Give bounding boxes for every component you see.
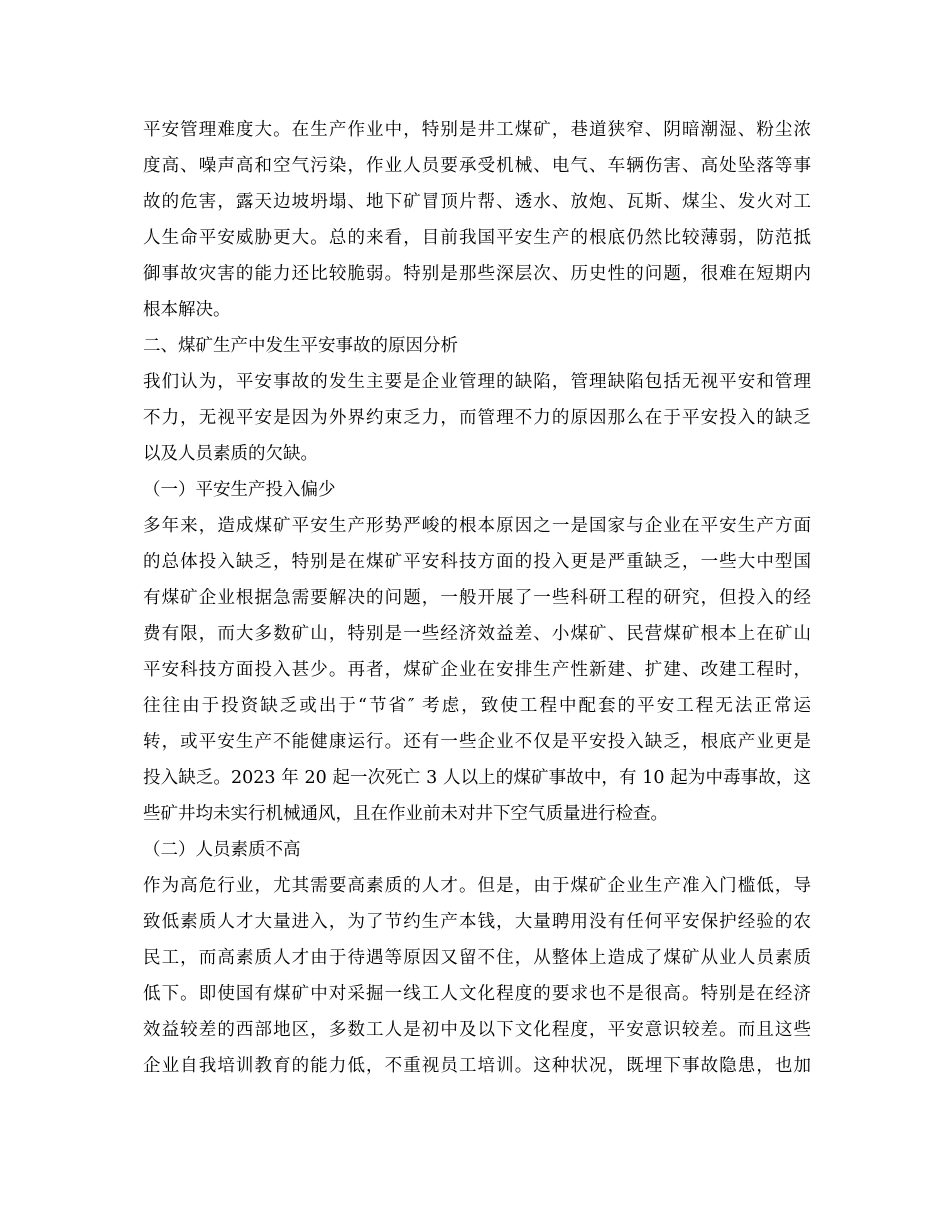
text-line: 民工，而高素质人才由于待遇等原因又留不住，从整体上造成了煤矿从业人员素质: [143, 948, 811, 968]
text-line: 平安管理难度大。在生产作业中，特别是井工煤矿，巷道狭窄、阴暗潮湿、粉尘浓: [143, 120, 811, 140]
text-line: 度高、噪声高和空气污染，作业人员要承受机械、电气、车辆伤害、高处坠落等事: [143, 156, 811, 176]
text-line: 有煤矿企业根据急需要解决的问题，一般开展了一些科研工程的研究，但投入的经: [143, 588, 811, 608]
text-line: 些矿井均未实行机械通风，且在作业前未对井下空气质量进行检查。: [143, 804, 668, 824]
text-line: 企业自我培训教育的能力低，不重视员工培训。这种状况，既埋下事故隐患，也加: [143, 1056, 811, 1076]
text-line: 以及人员素质的欠缺。: [143, 444, 318, 464]
text-line: 费有限，而大多数矿山，特别是一些经济效益差、小煤矿、民营煤矿根本上在矿山: [143, 624, 811, 644]
text-line: 往往由于投资缺乏或出于“节省″ 考虑，致使工程中配套的平安工程无法正常运: [143, 696, 811, 716]
text-line: 转，或平安生产不能健康运行。还有一些企业不仅是平安投入缺乏，根底产业更是: [143, 732, 811, 752]
text-line: （一）平安生产投入偏少: [143, 480, 336, 500]
text-line: 我们认为，平安事故的发生主要是企业管理的缺陷，管理缺陷包括无视平安和管理: [143, 372, 811, 392]
text-line: 平安科技方面投入甚少。再者，煤矿企业在安排生产性新建、扩建、改建工程时，: [143, 660, 811, 680]
text-line: 不力，无视平安是因为外界约束乏力，而管理不力的原因那么在于平安投入的缺乏: [143, 408, 811, 428]
text-line: 二、煤矿生产中发生平安事故的原因分析: [143, 336, 458, 356]
text-line: （二）人员素质不高: [143, 840, 301, 860]
text-line: 根本解决。: [143, 300, 231, 320]
text-line: 御事故灾害的能力还比较脆弱。特别是那些深层次、历史性的问题，很难在短期内: [143, 264, 811, 284]
text-line: 低下。即使国有煤矿中对采掘一线工人文化程度的要求也不是很高。特别是在经济: [143, 984, 811, 1004]
text-line: 致低素质人才大量进入，为了节约生产本钱，大量聘用没有任何平安保护经验的农: [143, 912, 811, 932]
text-line: 多年来，造成煤矿平安生产形势严峻的根本原因之一是国家与企业在平安生产方面: [143, 516, 811, 536]
text-line: 投入缺乏。2023 年 20 起一次死亡 3 人以上的煤矿事故中，有 10 起为中毒事故，这: [143, 768, 811, 788]
text-line: 作为高危行业，尤其需要高素质的人才。但是，由于煤矿企业生产准入门槛低，导: [143, 876, 811, 896]
text-line: 的总体投入缺乏，特别是在煤矿平安科技方面的投入更是严重缺乏，一些大中型国: [143, 552, 811, 572]
text-line: 效益较差的西部地区，多数工人是初中及以下文化程度，平安意识较差。而且这些: [143, 1020, 811, 1040]
text-line: 故的危害，露天边坡坍塌、地下矿冒顶片帮、透水、放炮、瓦斯、煤尘、发火对工: [143, 192, 811, 212]
text-line: 人生命平安威胁更大。总的来看，目前我国平安生产的根底仍然比较薄弱，防范抵: [143, 228, 811, 248]
